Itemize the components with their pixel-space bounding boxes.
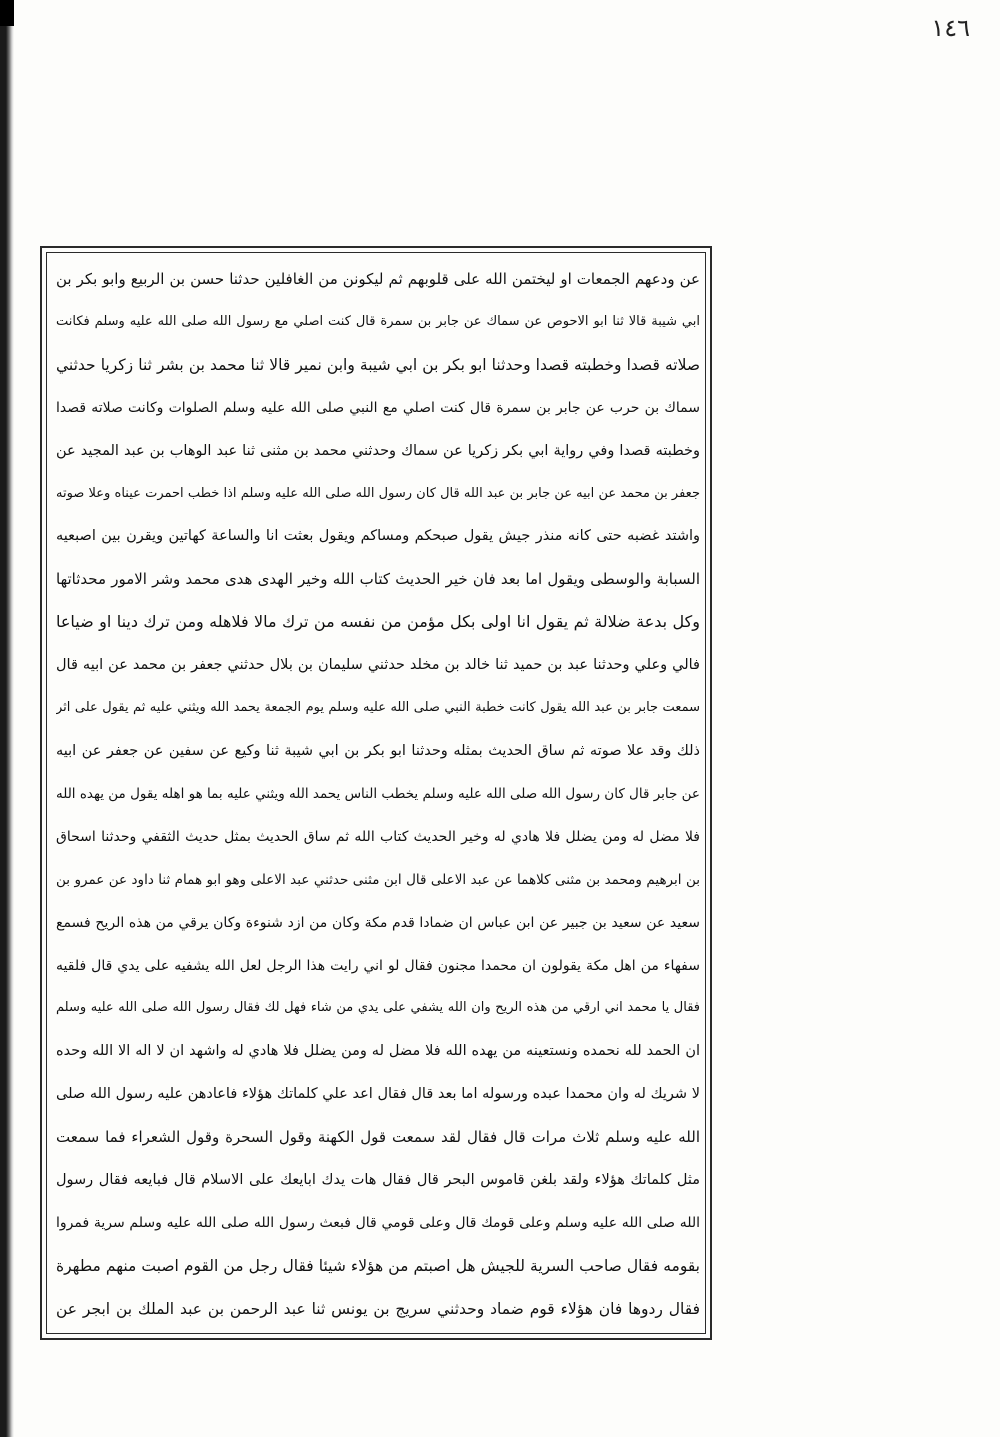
manuscript-text-block <box>56 260 700 1328</box>
text-line: صلاته قصدا وخطبته قصدا وحدثنا ابو بكر بن ابي شيبة وابن نمير قالا ثنا محمد بن بشر ثنا زكريا حدثني <box>56 355 700 374</box>
page-number: ١٤٦ <box>931 14 970 42</box>
text-line: عن ودعهم الجمعات او ليختمن الله على قلوبهم ثم ليكونن من الغافلين حدثنا حسن بن الربيع وابو بكر بن <box>56 270 700 288</box>
text-line: السبابة والوسطى ويقول اما بعد فان خير الحديث كتاب الله وخير الهدى هدى محمد وشر الامور محدثاتها <box>56 570 700 589</box>
text-line: فقال ردوها فان هؤلاء قوم ضماد وحدثني سريج بن يونس ثنا عبد الرحمن بن عبد الملك بن ابجر عن <box>56 1299 700 1318</box>
text-line: بن ابرهيم ومحمد بن مثنى كلاهما عن عبد الاعلى قال ابن مثنى حدثني عبد الاعلى وهو ابو همام ثنا داود عن عمرو بن <box>56 871 700 888</box>
text-line: سعيد عن سعيد بن جبير عن ابن عباس ان ضمادا قدم مكة وكان من ازد شنوءة وكان يرقي من هذه الريح فسمع <box>56 914 700 931</box>
text-line: وخطبته قصدا وفي رواية ابي بكر زكريا عن سماك وحدثني محمد بن مثنى ثنا عبد الوهاب بن عبد المجيد عن <box>56 442 700 459</box>
text-line: سفهاء من اهل مكة يقولون ان محمدا مجنون فقال لو اني رايت هذا الرجل لعل الله يشفيه على يدي قال فلقيه <box>56 957 700 974</box>
text-line: بقومه فقال صاحب السرية للجيش هل اصبتم من هؤلاء شيئا فقال رجل من القوم اصبت منهم مطهرة <box>56 1256 700 1275</box>
binding-tab <box>0 0 14 26</box>
text-line: لا شريك له وان محمدا عبده ورسوله اما بعد قال فقال اعد علي كلماتك هؤلاء فاعادهن عليه رسول الله صلى <box>56 1086 700 1103</box>
text-line: ان الحمد لله نحمده ونستعينه من يهده الله فلا مضل له ومن يضلل فلا هادي له واشهد ان لا اله الا الله وحده <box>56 1043 700 1060</box>
text-line: وكل بدعة ضلالة ثم يقول انا اولى بكل مؤمن من نفسه من ترك مالا فلاهله ومن ترك دينا او ضياعا <box>56 612 700 632</box>
text-line: فقال يا محمد اني ارقي من هذه الريح وان الله يشفي على يدي من شاء فهل لك فقال رسول الله صلى الله عليه وسلم <box>56 1000 700 1016</box>
text-line: فلا مضل له ومن يضلل فلا هادي له وخير الحديث كتاب الله ثم ساق الحديث بمثل حديث الثقفي وحدثنا اسحاق <box>56 828 700 845</box>
text-line: عن جابر قال كان رسول الله صلى الله عليه وسلم يخطب الناس يحمد الله ويثني عليه بما هو اهله يقول من يهده الله <box>56 785 700 802</box>
text-line: سماك بن حرب عن جابر بن سمرة قال كنت اصلي مع النبي صلى الله عليه وسلم الصلوات وكانت صلاته قصدا <box>56 399 700 416</box>
text-line: فالي وعلي وحدثنا عبد بن حميد ثنا خالد بن مخلد حدثني سليمان بن بلال حدثني جعفر بن محمد عن ابيه قال <box>56 657 700 674</box>
text-line: جعفر بن محمد عن ابيه عن جابر بن عبد الله قال كان رسول الله صلى الله عليه وسلم اذا خطب احمرت عيناه وعلا صوته <box>56 485 700 501</box>
text-line: الله عليه وسلم ثلاث مرات قال فقال لقد سمعت قول الكهنة وقول السحرة وقول الشعراء فما سمعت <box>56 1128 700 1147</box>
text-line: ابي شيبة قالا ثنا ابو الاحوص عن سماك عن جابر بن سمرة قال كنت اصلي مع رسول الله صلى الله عليه وسلم فكانت <box>56 313 700 329</box>
binding-edge <box>0 0 14 1437</box>
text-line: سمعت جابر بن عبد الله يقول كانت خطبة النبي صلى الله عليه وسلم يوم الجمعة يحمد الله ويثني عليه ثم يقول على اثر <box>56 700 700 716</box>
text-line: مثل كلماتك هؤلاء ولقد بلغن قاموس البحر قال فقال هات يدك ابايعك على الاسلام قال فبايعه فقال رسول <box>56 1172 700 1189</box>
text-line: واشتد غضبه حتى كانه منذر جيش يقول صبحكم ومساكم ويقول بعثت انا والساعة كهاتين ويقرن بين اصبعيه <box>56 528 700 545</box>
text-line: الله صلى الله عليه وسلم وعلى قومك قال وعلى قومي قال فبعث رسول الله صلى الله عليه وسلم سرية فمروا <box>56 1214 700 1231</box>
text-line: ذلك وقد علا صوته ثم ساق الحديث بمثله وحدثنا ابو بكر بن ابي شيبة ثنا وكيع عن سفين عن جعفر عن ابيه <box>56 742 700 759</box>
